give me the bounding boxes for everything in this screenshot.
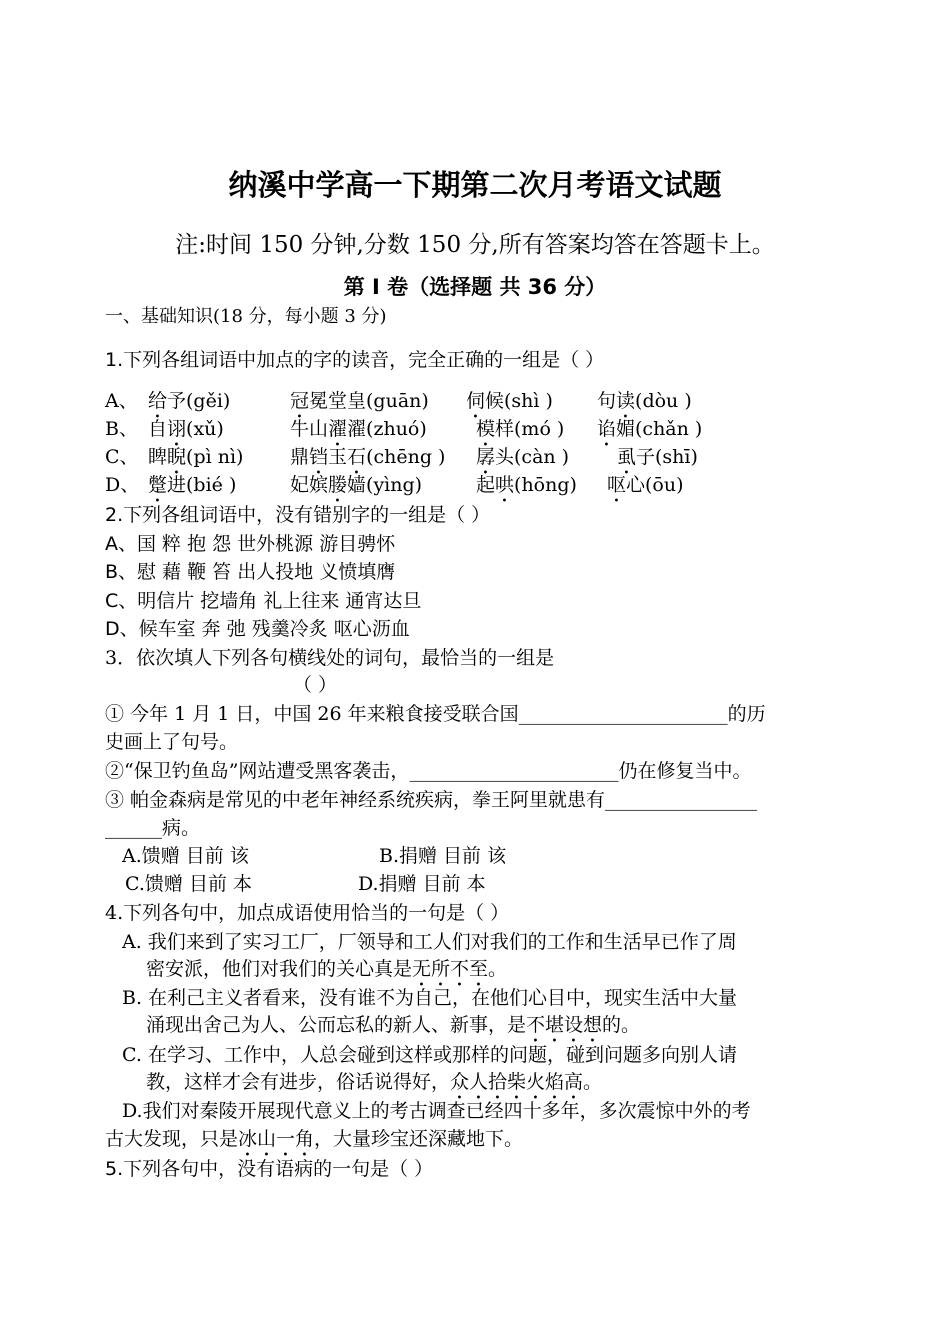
emphasized-char: 石 [347,446,367,468]
emphasized-idiom: 不堪设想 [526,1014,603,1036]
word-rest: 心(ōu) [626,474,684,496]
q1-d-label: D、 [105,474,140,496]
emphasized-char: 濯 [328,418,348,440]
q2-option-c: C、明信片 挖墙角 礼上往来 通宵达旦 [105,590,422,612]
q3-option-c: C.馈赠 目前 本 [125,873,252,895]
q4-option-b-line1: B. 在利己主义者看来，没有谁不为自己，在他们心目中，现实生活中大量 [122,987,738,1009]
q3-option-d: D.捐赠 目前 本 [358,873,486,895]
q3-option-a: A.馈赠 目前 该 [122,845,249,867]
word-rest: (xǔ) [186,418,224,440]
sentence-text: 密安派，他们对我们的关心真是 [146,958,413,980]
sentence-text: ②“保卫钓鱼岛”网站遭受黑客袭击， [105,760,410,782]
emphasized-char: 孱 [476,446,496,468]
blank-line: ______________________ [518,703,728,725]
q2-option-d: D、候车室 奔 弛 残羹冷炙 呕心沥血 [105,618,410,640]
word-rest: 媚(chǎn ) [616,418,703,440]
word-rest: 头(càn ) [495,446,570,468]
word-rest: (hōng) [514,474,577,496]
word-rest: 子(shī) [636,446,698,468]
q1-stem: 1.下列各组词语中加点的字的读音，完全正确的一组是（ ） [105,349,605,371]
emphasized-idiom: 无所不至 [412,958,489,980]
q2-stem: 2.下列各组词语中，没有错别字的一组是（ ） [105,504,491,526]
emphasized-char: 睨 [167,446,187,468]
word-rest: 候(shì ) [485,390,553,412]
word-rest: 予(gěi) [167,390,231,412]
q3-sentence-1 [105,701,766,727]
q1-d-word3 [476,472,577,507]
sentence-text: 。 [488,958,508,980]
q2-option-a: A、国 粹 抱 怨 世外桃源 游目骋怀 [105,533,396,555]
emphasized-idiom: 众人拾柴火焰高 [450,1071,584,1093]
word-rest: 冕堂皇(guān) [309,390,429,412]
sentence-text: 病。 [162,817,201,839]
sentence-text: ③ 帕金森病是常见的中老年神经系统疾病，拳王阿里就患有 [105,789,606,811]
word-rest: (pì nì) [186,446,244,468]
word-rest: 自 [148,418,168,440]
q5-stem: 5.下列各句中，没有语病的一句是（ ） [105,1158,434,1180]
blank-line: ________________ [605,789,758,811]
emphasized-char: 诩 [167,418,187,440]
q1-a-label: A、 [105,390,138,412]
q3-sentence-2 [105,758,751,784]
emphasized-idiom: 冰山一角 [238,1128,315,1150]
q1-c-label: C、 [105,446,139,468]
sentence-text: ① 今年 1 月 1 日，中国 26 年来粮食接受联合国 [105,703,519,725]
emphasized-char: 模 [476,418,496,440]
q1-d-word4 [607,472,684,507]
emphasized-char: 给 [148,390,168,412]
emphasized-char: 谄 [597,418,617,440]
emphasized-char: 伺 [466,390,486,412]
word-rest: 鼎 [290,446,310,468]
q4-stem: 4.下列各句中，加点成语使用恰当的一句是（ ） [105,902,510,924]
word-rest: 句 [597,390,617,412]
word-rest: 妃嫔 [290,474,329,496]
word-rest: 起 [476,474,496,496]
emphasized-char: 呕 [607,474,627,496]
emphasized-char: 虱 [617,446,637,468]
part-heading: 一、基础知识(18 分，每小题 3 分) [105,306,387,327]
word-rest: 样(mó ) [495,418,565,440]
q1-b-label: B、 [105,418,138,440]
q3-stem: 3．依次填人下列各句横线处的词句，最恰当的一组是 [105,647,555,669]
emphasized-char: 媵 [328,474,348,496]
emphasized-char: 铛 [309,446,329,468]
q3-sentence-3 [105,787,757,813]
sentence-text: 涌现出舍己为人、公而忘私的新人、新事，是 [146,1014,527,1036]
q2-option-b: B、慰 藉 鞭 笞 出人投地 义愤填膺 [105,561,396,583]
exam-title: 纳溪中学高一下期第二次月考语文试题 [228,168,722,202]
word-rest: 玉 [328,446,348,468]
emphasized-char: 蹩 [148,474,168,496]
word-rest: 牛山 [290,418,329,440]
q3-sentence-1-cont: 史画上了句号。 [105,731,239,753]
q3-sentence-3-cont [105,815,200,841]
word-rest: 嫱(yìng) [347,474,423,496]
q4-option-d-line1: D.我们对秦陵开展现代意义上的考古调查已经四十多年，多次震惊中外的考 [122,1100,751,1122]
emphasized-char: 哄 [495,474,515,496]
sentence-text: ，大量珍宝还深藏地下。 [314,1128,524,1150]
q3-answer-paren: （ ） [293,674,338,696]
section-title: 第 I 卷（选择题 共 36 分） [343,275,607,299]
blank-line: ______ [105,817,162,839]
exam-note: 注:时间 150 分钟,分数 150 分,所有答案均答在答题卡上。 [175,232,775,258]
sentence-text: 的历 [727,703,766,725]
q4-option-c-line1: C. 在学习、工作中，人总会碰到这样或那样的问题，碰到问题多向别人请 [122,1044,737,1066]
word-rest: 进(bié ) [167,474,237,496]
sentence-text: 。 [583,1071,603,1093]
emphasized-char: 冠 [290,390,310,412]
word-rest: 睥 [148,446,168,468]
q4-option-a-line1: A. 我们来到了实习工厂，厂领导和工人们对我们的工作和生活早已作了周 [122,931,737,953]
word-rest: 濯(zhuó) [347,418,427,440]
blank-line: ______________________ [409,760,619,782]
sentence-text: 教，这样才会有进步，俗话说得好， [146,1071,451,1093]
sentence-text: 古大发现，只是 [105,1128,239,1150]
word-rest: (chēng ) [366,446,446,468]
word-rest: (dòu ) [635,390,692,412]
q3-option-b: B.捐赠 目前 该 [379,845,507,867]
sentence-text: 仍在修复当中。 [618,760,752,782]
sentence-text: 的。 [602,1014,641,1036]
emphasized-char: 读 [616,390,636,412]
